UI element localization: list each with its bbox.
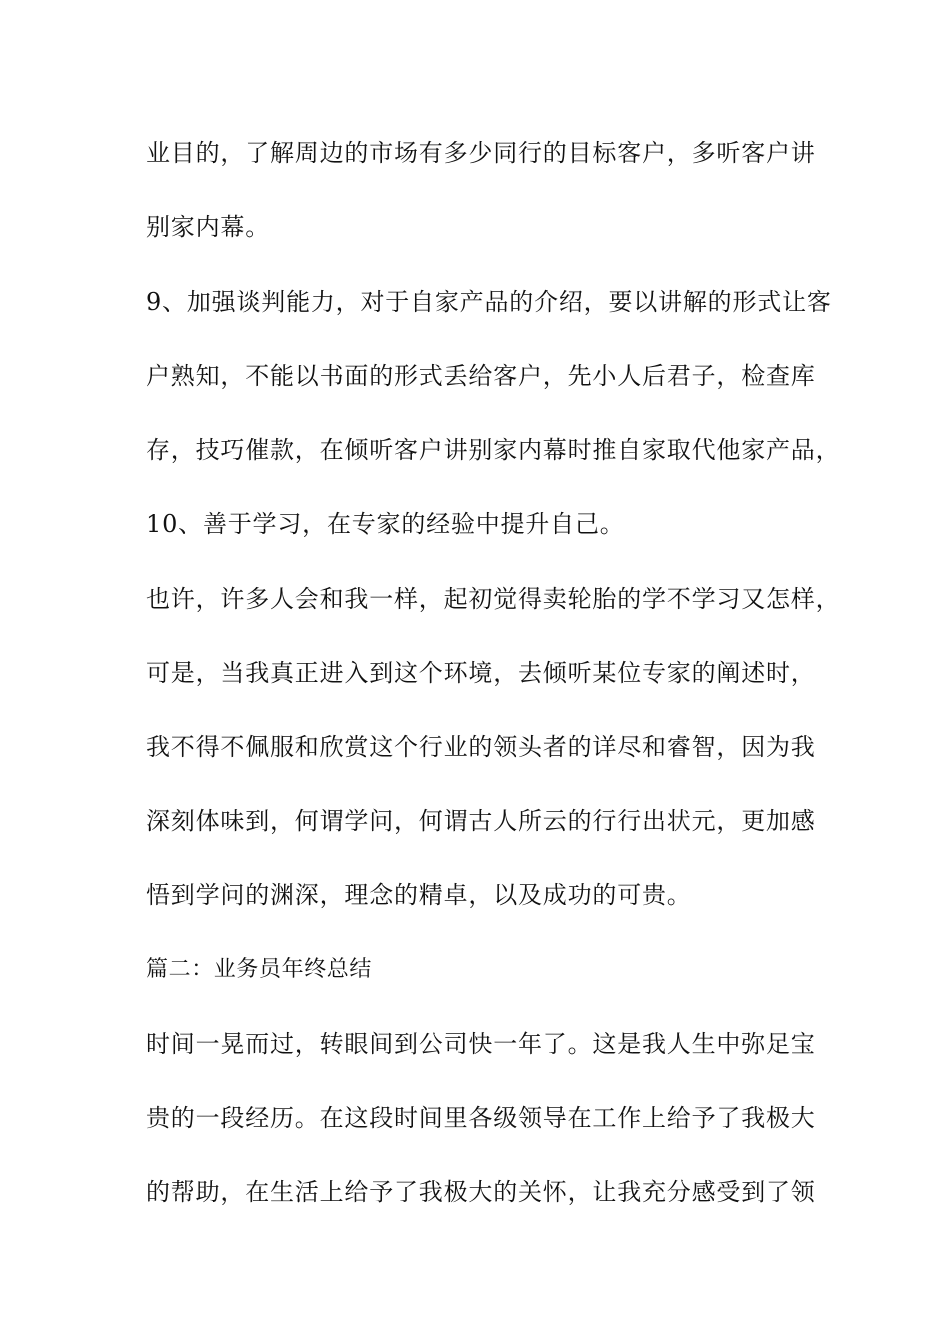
text-line: 10、善于学习，在专家的经验中提升自己。	[146, 510, 625, 538]
text-line: 悟到学问的渊深，理念的精卓，以及成功的可贵。	[146, 881, 692, 909]
text-line: 存，技巧催款，在倾听客户讲别家内幕时推自家取代他家产品，	[146, 436, 841, 464]
text-line: 也许，许多人会和我一样，起初觉得卖轮胎的学不学习又怎样，	[146, 585, 841, 613]
text-line: 贵的一段经历。在这段时间里各级领导在工作上给予了我极大	[146, 1104, 816, 1132]
text-line: 别家内幕。	[146, 213, 270, 241]
text-line: 户熟知，不能以书面的形式丢给客户，先小人后君子，检查库	[146, 362, 816, 390]
text-line: 深刻体味到，何谓学问，何谓古人所云的行行出状元，更加感	[146, 807, 816, 835]
text-line: 可是，当我真正进入到这个环境，去倾听某位专家的阐述时，	[146, 659, 816, 687]
text-line: 业目的，了解周边的市场有多少同行的目标客户，多听客户讲	[146, 139, 816, 167]
section-heading: 篇二：业务员年终总结	[146, 957, 373, 982]
text-line: 时间一晃而过，转眼间到公司快一年了。这是我人生中弥足宝	[146, 1030, 816, 1058]
text-line: 9、加强谈判能力，对于自家产品的介绍，要以讲解的形式让客	[146, 288, 832, 316]
text-line: 的帮助，在生活上给予了我极大的关怀，让我充分感受到了领	[146, 1178, 816, 1206]
text-line: 我不得不佩服和欣赏这个行业的领头者的详尽和睿智，因为我	[146, 733, 816, 761]
